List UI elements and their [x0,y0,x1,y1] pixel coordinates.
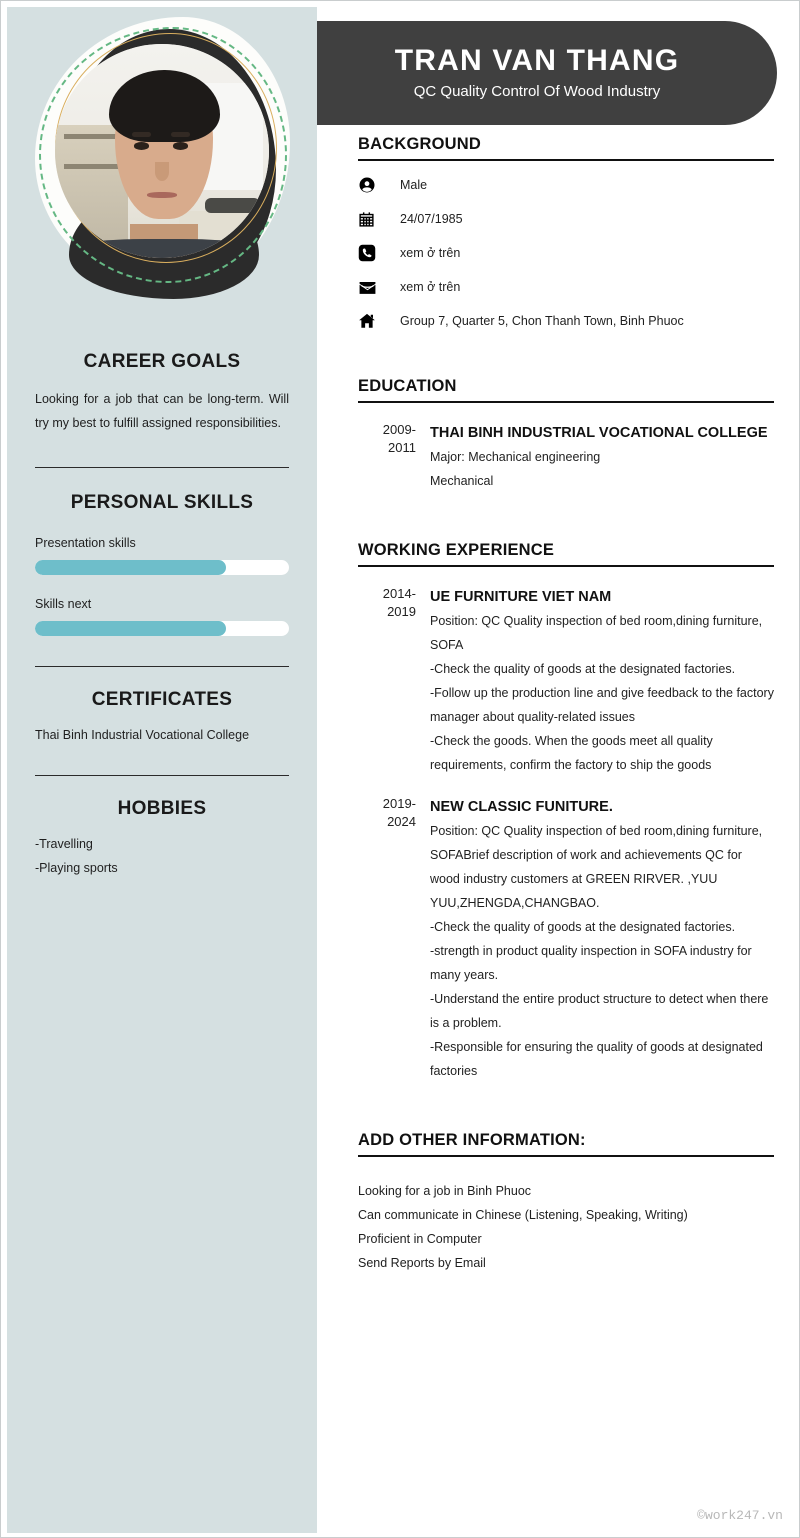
education-heading: EDUCATION [358,377,774,403]
work-detail: Position: QC Quality inspection of bed room,dining furniture, SOFABrief description of work and achievements QC for wood industry customers at GREEN RIRVER. ,YUU YUU,ZHENGDA,CHANGBAO. [430,824,763,910]
date-from: 2014- [382,586,416,601]
calendar-icon [358,211,386,228]
background-value: 24/07/1985 [400,212,463,226]
work-title: UE FURNITURE VIET NAM [430,589,612,605]
background-row [358,175,774,195]
education-title: THAI BINH INDUSTRIAL VOCATIONAL COLLEGE [430,425,768,441]
career-goals-text: Looking for a job that can be long-term. Will try my best to fulfill assigned responsibilities. [35,392,289,430]
profile-photo [55,44,269,258]
background-value: xem ở trên [400,280,461,294]
other-info-line: Proficient in Computer [358,1232,482,1246]
certificates-heading: CERTIFICATES [91,689,233,710]
work-date [358,585,430,777]
work-detail: -Check the goods. When the goods meet all quality requirements, confirm the factory to ship the goods [430,734,713,772]
job-title: QC Quality Control Of Wood Industry [413,83,661,100]
date-to: 2024 [387,814,416,829]
career-goals-heading: CAREER GOALS [83,351,241,372]
background-value: Male [400,178,428,192]
work-detail: -Understand the entire product structure to detect when there is a problem. [430,992,769,1030]
envelope-icon [358,278,386,297]
sidebar [7,7,317,1533]
background-value: Group 7, Quarter 5, Chon Thanh Town, Binh Phuoc [400,314,684,328]
career-goals-section [7,351,317,435]
hobbies-section [7,798,317,880]
home-icon [358,312,386,330]
work-detail: -Check the quality of goods at the designated factories. [430,662,736,676]
hobbies-heading: HOBBIES [117,798,207,819]
work-entry [358,585,774,777]
background-heading: BACKGROUND [358,135,774,161]
work-detail: -strength in product quality inspection in SOFA industry for many years. [430,944,752,982]
skill-progress-fill [35,621,226,636]
work-detail: -Follow up the production line and give feedback to the factory manager about quality-related issues [430,686,774,724]
page-title: TRAN VAN THANG [394,44,680,77]
date-to: 2011 [388,440,416,455]
personal-skills-heading: PERSONAL SKILLS [70,492,254,513]
other-info-line: Looking for a job in Binh Phuoc [358,1184,532,1198]
background-row [358,277,774,297]
work-date [358,795,430,1083]
work-entry [358,795,774,1083]
background-row [358,311,774,331]
work-detail: -Responsible for ensuring the quality of goods at designated factories [430,1040,763,1078]
skill-progress-fill [35,560,226,575]
person-icon [358,176,386,194]
education-detail: Major: Mechanical engineering [430,450,601,464]
personal-skills-section [7,492,317,636]
skill-item [35,536,289,575]
main-content [358,135,774,1275]
background-section [358,135,774,331]
divider-3 [35,775,289,776]
background-row [358,243,774,263]
hobby-item: -Travelling [35,837,93,851]
divider-2 [35,666,289,667]
name-banner [317,21,777,125]
main-column [317,7,795,1533]
skill-label: Skills next [35,597,92,611]
background-value: xem ở trên [400,246,461,260]
work-detail: -Check the quality of goods at the designated factories. [430,920,736,934]
date-from: 2019- [382,796,416,811]
other-info-line: Can communicate in Chinese (Listening, Speaking, Writing) [358,1208,688,1222]
other-information-section [358,1131,774,1275]
phone-icon [358,244,386,262]
avatar [17,9,307,309]
background-row [358,209,774,229]
other-info-line: Send Reports by Email [358,1256,486,1270]
divider-1 [35,467,289,468]
education-date [358,421,430,493]
date-from: 2009- [382,422,416,437]
education-entry [358,421,774,493]
work-detail: Position: QC Quality inspection of bed room,dining furniture, SOFA [430,614,763,652]
skill-progress-bar [35,621,289,636]
hobby-item: -Playing sports [35,861,118,875]
education-detail: Mechanical [430,474,494,488]
skill-item [35,597,289,636]
certificates-section [7,689,317,747]
working-experience-heading: WORKING EXPERIENCE [358,541,774,567]
watermark: ©work247.vn [697,1508,783,1523]
skill-progress-bar [35,560,289,575]
education-section [358,377,774,493]
date-to: 2019 [387,604,416,619]
work-title: NEW CLASSIC FUNITURE. [430,799,613,815]
skill-label: Presentation skills [35,536,136,550]
certificate-item: Thai Binh Industrial Vocational College [35,728,250,742]
other-information-heading: ADD OTHER INFORMATION: [358,1131,774,1157]
working-experience-section [358,541,774,1083]
